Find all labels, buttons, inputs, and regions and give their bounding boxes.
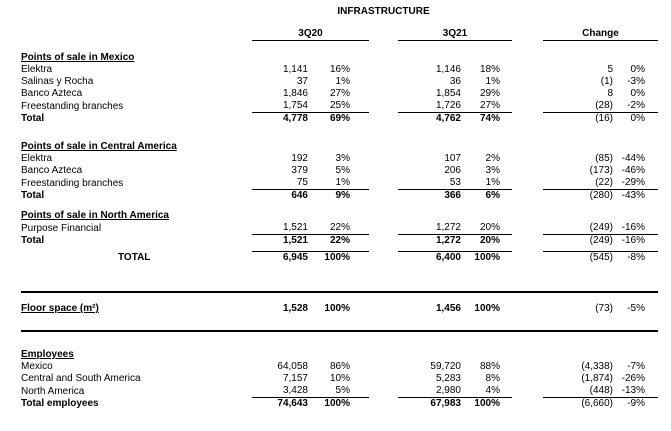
value-3q20: 7,157 xyxy=(282,373,308,384)
column-gap xyxy=(369,177,398,190)
spacer-row xyxy=(21,331,658,349)
value-change: (1) xyxy=(600,76,613,87)
pct-3q21: 74% xyxy=(479,113,500,124)
section-divider xyxy=(21,264,658,292)
spacer-row xyxy=(21,292,658,303)
column-gap xyxy=(369,373,398,385)
section-heading-2 xyxy=(21,141,658,153)
data-row xyxy=(21,76,658,88)
data-row-label: Elektra xyxy=(21,64,53,75)
value-3q20: 1,521 xyxy=(252,222,308,235)
section-heading-1-label: Points of sale in Mexico xyxy=(21,52,135,63)
section-heading-employees xyxy=(21,349,658,361)
pct-3q21: 100% xyxy=(474,303,500,314)
total-row-label: Total xyxy=(21,113,45,124)
column-gap xyxy=(369,361,398,373)
value-change: (73) xyxy=(595,303,613,314)
column-gap xyxy=(512,100,543,113)
value-3q20: 1,141 xyxy=(282,64,308,75)
pct-change: -13% xyxy=(613,385,658,398)
column-gap xyxy=(369,398,398,411)
value-3q21: 1,456 xyxy=(435,303,461,314)
value-change: (28) xyxy=(543,100,613,113)
total-row xyxy=(21,235,658,248)
spacer xyxy=(21,40,658,52)
pct-change: -26% xyxy=(621,373,645,384)
value-change: 8 xyxy=(607,88,613,99)
value-3q20: 64,058 xyxy=(277,361,308,372)
value-3q21: 1,726 xyxy=(398,100,461,113)
column-gap xyxy=(512,303,543,315)
column-gap xyxy=(369,222,398,235)
pct-change: -43% xyxy=(621,190,645,201)
value-change: (1,874) xyxy=(581,373,613,384)
pct-3q20: 9% xyxy=(335,190,350,201)
grand-total-row-label: TOTAL xyxy=(118,252,151,263)
infrastructure-table xyxy=(21,26,658,410)
divider-line xyxy=(21,315,658,331)
value-3q21: 67,983 xyxy=(430,398,461,409)
data-row xyxy=(21,165,658,177)
pct-change: -29% xyxy=(613,177,658,190)
pct-3q20: 22% xyxy=(308,222,369,235)
value-change: (6,660) xyxy=(581,398,613,409)
pct-change: -44% xyxy=(621,153,645,164)
value-3q21: 5,283 xyxy=(435,373,461,384)
value-change: (173) xyxy=(589,165,613,176)
column-gap xyxy=(369,153,398,165)
pct-3q20: 25% xyxy=(308,100,369,113)
value-3q20: 1,754 xyxy=(252,100,308,113)
value-3q21: 2,980 xyxy=(398,385,461,398)
value-change: (280) xyxy=(589,190,613,201)
pct-3q21: 27% xyxy=(461,100,512,113)
data-row-label: Elektra xyxy=(21,153,53,164)
pct-3q21: 29% xyxy=(479,88,500,99)
pct-3q20: 1% xyxy=(335,76,350,87)
column-gap xyxy=(369,76,398,88)
report-title: INFRASTRUCTURE xyxy=(337,6,430,17)
pct-3q20: 16% xyxy=(329,64,350,75)
pct-3q21: 4% xyxy=(461,385,512,398)
header-spacer xyxy=(21,26,252,40)
pct-3q20: 27% xyxy=(329,88,350,99)
data-row-label: Central and South America xyxy=(21,373,141,384)
column-gap xyxy=(512,385,543,398)
column-header-3q20: 3Q20 xyxy=(252,26,369,40)
value-3q21: 1,146 xyxy=(435,64,461,75)
data-row xyxy=(21,64,658,76)
value-3q21: 1,272 xyxy=(398,222,461,235)
column-gap xyxy=(512,398,543,411)
column-gap xyxy=(512,76,543,88)
pct-change: -8% xyxy=(627,252,645,263)
value-3q20: 6,945 xyxy=(282,252,308,263)
value-3q21: 53 xyxy=(398,177,461,190)
column-header-row xyxy=(21,26,658,40)
data-row xyxy=(21,177,658,190)
value-3q20: 3,428 xyxy=(252,385,308,398)
column-gap xyxy=(512,190,543,203)
value-3q20: 4,778 xyxy=(282,113,308,124)
value-change: (249) xyxy=(589,235,613,246)
pct-3q21: 3% xyxy=(485,165,500,176)
floor-space-row xyxy=(21,303,658,315)
section-heading-3-label: Points of sale in North America xyxy=(21,210,169,221)
total-row xyxy=(21,113,658,126)
value-3q20: 1,528 xyxy=(282,303,308,314)
value-3q21: 206 xyxy=(444,165,461,176)
pct-3q20: 100% xyxy=(324,252,350,263)
pct-3q21: 18% xyxy=(479,64,500,75)
value-3q21: 107 xyxy=(444,153,461,164)
column-header-3q21: 3Q21 xyxy=(398,26,512,40)
value-3q20: 37 xyxy=(296,76,308,87)
spacer xyxy=(21,202,658,210)
pct-change: -9% xyxy=(627,398,645,409)
column-gap xyxy=(512,26,543,40)
column-gap xyxy=(512,235,543,248)
data-row xyxy=(21,88,658,100)
total-row-label: Total xyxy=(21,235,45,246)
column-gap xyxy=(369,26,398,40)
value-change: (16) xyxy=(595,113,613,124)
column-gap xyxy=(369,88,398,100)
pct-change: -46% xyxy=(621,165,645,176)
pct-3q21: 100% xyxy=(474,252,500,263)
section-heading-2-label: Points of sale in Central America xyxy=(21,141,177,152)
column-gap xyxy=(512,222,543,235)
pct-3q20: 3% xyxy=(335,153,350,164)
column-gap xyxy=(512,113,543,126)
value-3q20: 192 xyxy=(291,153,308,164)
pct-3q21: 6% xyxy=(485,190,500,201)
pct-3q21: 20% xyxy=(479,235,500,246)
value-3q21: 1,854 xyxy=(435,88,461,99)
value-3q21: 59,720 xyxy=(430,361,461,372)
divider-line xyxy=(21,264,658,292)
pct-3q20: 5% xyxy=(308,385,369,398)
pct-3q21: 88% xyxy=(479,361,500,372)
value-3q21: 1,272 xyxy=(435,235,461,246)
column-gap xyxy=(512,373,543,385)
column-gap xyxy=(369,100,398,113)
data-row xyxy=(21,100,658,113)
data-row-label: Purpose Financial xyxy=(21,222,102,234)
pct-3q21: 1% xyxy=(485,76,500,87)
pct-change: 0% xyxy=(630,113,645,124)
total-row-label: Total xyxy=(21,190,45,201)
column-gap xyxy=(369,251,398,264)
pct-change: -16% xyxy=(613,222,658,235)
data-row-label: Mexico xyxy=(21,361,53,372)
column-gap xyxy=(369,235,398,248)
value-3q21: 4,762 xyxy=(435,113,461,124)
pct-3q20: 100% xyxy=(324,398,350,409)
grand-total-row xyxy=(21,251,658,264)
pct-3q20: 69% xyxy=(329,113,350,124)
spacer-row xyxy=(21,125,658,141)
data-row xyxy=(21,153,658,165)
pct-change: -2% xyxy=(613,100,658,113)
spacer xyxy=(21,331,658,349)
floor-space-row-label: Floor space (m²) xyxy=(21,303,99,314)
data-row-label: Salinas y Rocha xyxy=(21,76,94,87)
data-row-label: Freestanding branches xyxy=(21,177,124,189)
value-change: (249) xyxy=(543,222,613,235)
value-3q20: 1,846 xyxy=(282,88,308,99)
column-header-change: Change xyxy=(543,26,658,40)
section-divider xyxy=(21,315,658,331)
pct-3q21: 1% xyxy=(461,177,512,190)
data-row xyxy=(21,373,658,385)
spacer-row xyxy=(21,40,658,52)
value-change: 5 xyxy=(607,64,613,75)
pct-3q20: 100% xyxy=(324,303,350,314)
spacer xyxy=(21,125,658,141)
value-3q20: 74,643 xyxy=(277,398,308,409)
column-gap xyxy=(512,153,543,165)
column-gap xyxy=(512,251,543,264)
column-gap xyxy=(512,165,543,177)
value-3q20: 75 xyxy=(252,177,308,190)
data-row xyxy=(21,222,658,235)
value-3q20: 646 xyxy=(291,190,308,201)
pct-3q21: 8% xyxy=(485,373,500,384)
value-3q21: 6,400 xyxy=(435,252,461,263)
pct-3q21: 20% xyxy=(461,222,512,235)
section-heading-1 xyxy=(21,52,658,64)
section-heading-employees-label: Employees xyxy=(21,349,74,360)
column-gap xyxy=(512,88,543,100)
pct-change: -7% xyxy=(627,361,645,372)
total-employees-row xyxy=(21,398,658,411)
pct-3q20: 5% xyxy=(335,165,350,176)
pct-3q20: 10% xyxy=(329,373,350,384)
data-row-label: Freestanding branches xyxy=(21,100,124,112)
data-row-label: Banco Azteca xyxy=(21,165,83,176)
column-gap xyxy=(369,303,398,315)
value-change: (4,338) xyxy=(581,361,613,372)
total-row xyxy=(21,190,658,203)
pct-3q20: 86% xyxy=(329,361,350,372)
pct-3q21: 100% xyxy=(474,398,500,409)
pct-change: -16% xyxy=(621,235,645,246)
data-row xyxy=(21,361,658,373)
value-3q21: 36 xyxy=(449,76,461,87)
column-gap xyxy=(512,64,543,76)
column-gap xyxy=(369,64,398,76)
column-gap xyxy=(512,361,543,373)
column-gap xyxy=(369,165,398,177)
value-change: (448) xyxy=(543,385,613,398)
column-gap xyxy=(369,113,398,126)
value-change: (22) xyxy=(543,177,613,190)
value-3q20: 1,521 xyxy=(282,235,308,246)
pct-3q20: 1% xyxy=(308,177,369,190)
data-row xyxy=(21,385,658,398)
value-3q21: 366 xyxy=(444,190,461,201)
value-change: (85) xyxy=(595,153,613,164)
spacer-row xyxy=(21,202,658,210)
data-row-label: North America xyxy=(21,385,85,397)
pct-change: -5% xyxy=(627,303,645,314)
value-3q20: 379 xyxy=(291,165,308,176)
data-row-label: Banco Azteca xyxy=(21,88,83,99)
value-change: (545) xyxy=(589,252,613,263)
pct-3q21: 2% xyxy=(485,153,500,164)
pct-change: -3% xyxy=(627,76,645,87)
column-gap xyxy=(512,177,543,190)
pct-change: 0% xyxy=(630,64,645,75)
column-gap xyxy=(369,190,398,203)
pct-change: 0% xyxy=(630,88,645,99)
spacer xyxy=(21,292,658,303)
total-employees-row-label: Total employees xyxy=(21,398,99,409)
section-heading-3 xyxy=(21,210,658,222)
column-gap xyxy=(369,385,398,398)
pct-3q20: 22% xyxy=(329,235,350,246)
